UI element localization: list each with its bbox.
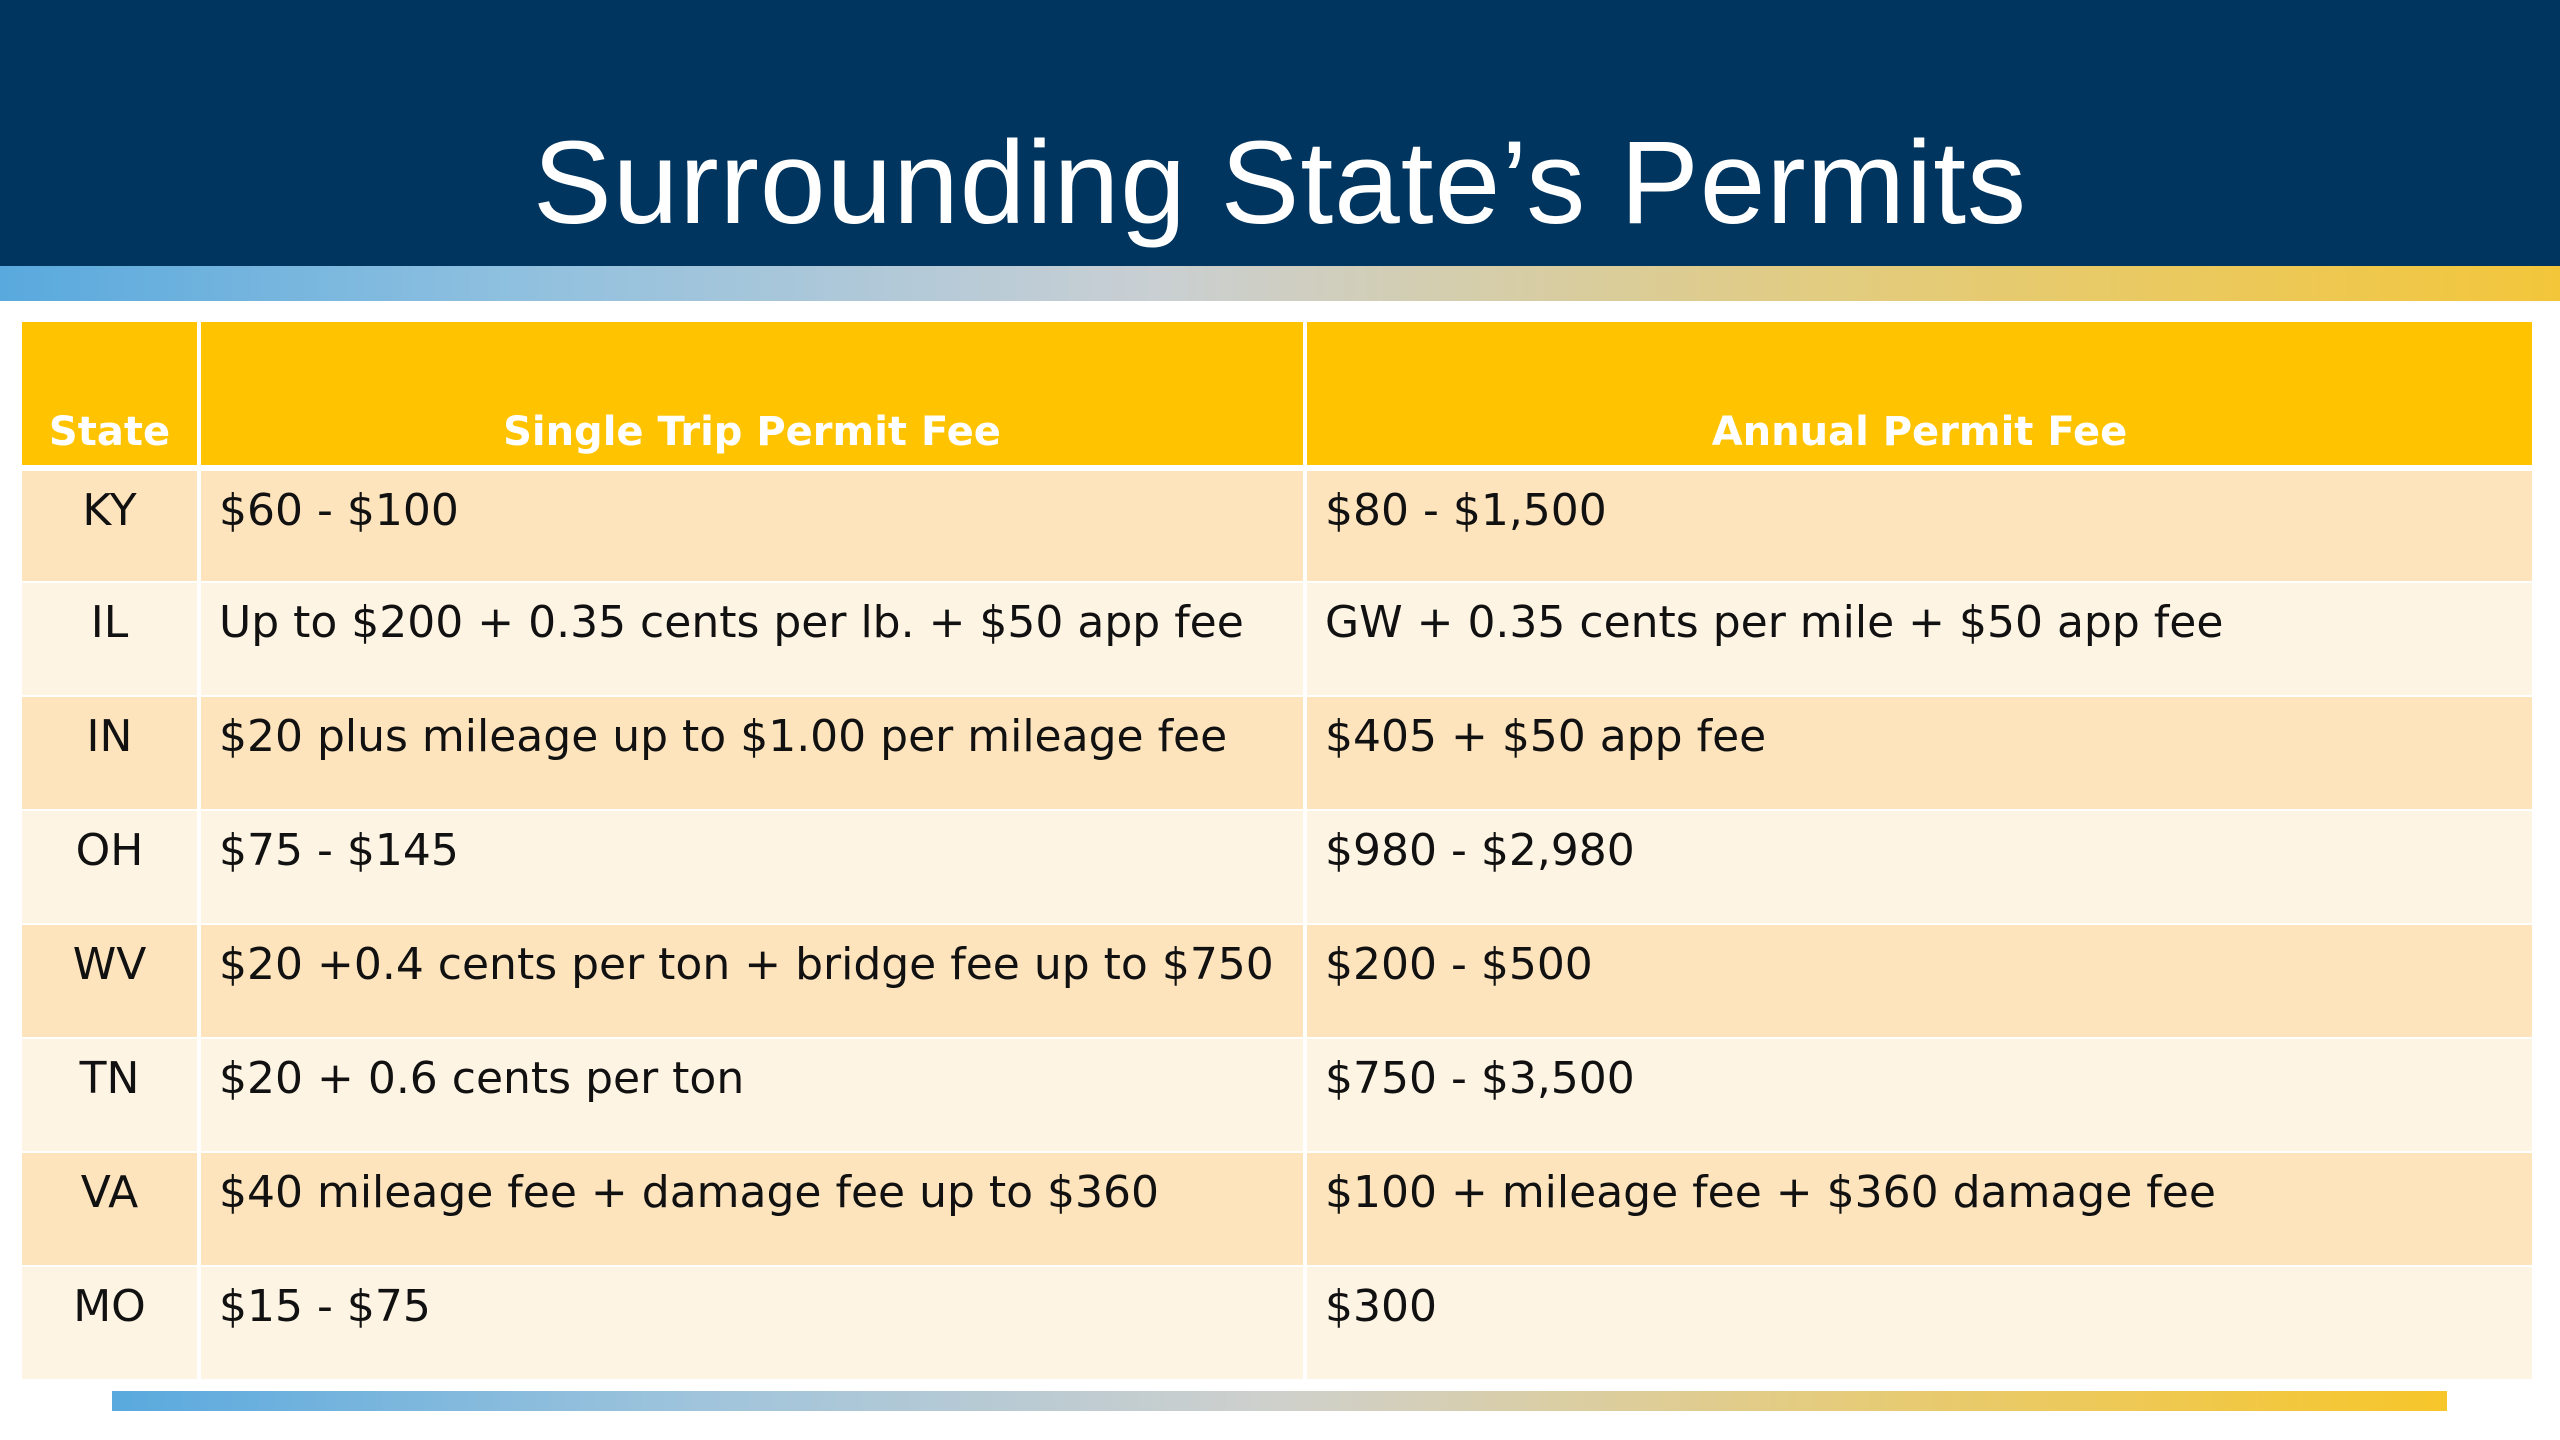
table-row (22, 468, 2532, 582)
single-trip-fee-cell: Up to $200 + 0.35 cents per lb. + $50 app fee (199, 582, 1305, 696)
state-cell: VA (22, 1152, 199, 1266)
state-cell: KY (22, 468, 199, 582)
state-cell: IL (22, 582, 199, 696)
table-row (22, 1266, 2532, 1380)
single-trip-fee-cell: $20 +0.4 cents per ton + bridge fee up to $750 (199, 924, 1305, 1038)
annual-fee-cell: $100 + mileage fee + $360 damage fee (1305, 1152, 2532, 1266)
state-cell: MO (22, 1266, 199, 1380)
annual-fee-cell: $80 - $1,500 (1305, 468, 2532, 582)
state-cell: IN (22, 696, 199, 810)
single-trip-fee-cell: $15 - $75 (199, 1266, 1305, 1380)
table-row (22, 696, 2532, 810)
decorative-gradient-stripe-bottom (112, 1391, 2447, 1411)
annual-fee-cell: $405 + $50 app fee (1305, 696, 2532, 810)
annual-fee-cell: $750 - $3,500 (1305, 1038, 2532, 1152)
annual-fee-cell: $300 (1305, 1266, 2532, 1380)
single-trip-fee-cell: $75 - $145 (199, 810, 1305, 924)
table-row (22, 924, 2532, 1038)
column-header-state: State (22, 322, 199, 468)
table-row (22, 1152, 2532, 1266)
state-cell: TN (22, 1038, 199, 1152)
single-trip-fee-cell: $20 + 0.6 cents per ton (199, 1038, 1305, 1152)
table-header-row (22, 322, 2532, 468)
single-trip-fee-cell: $60 - $100 (199, 468, 1305, 582)
annual-fee-cell: GW + 0.35 cents per mile + $50 app fee (1305, 582, 2532, 696)
state-cell: OH (22, 810, 199, 924)
permit-fee-table (22, 322, 2532, 1381)
single-trip-fee-cell: $40 mileage fee + damage fee up to $360 (199, 1152, 1305, 1266)
slide-title: Surrounding State’s Permits (533, 117, 2027, 249)
single-trip-fee-cell: $20 plus mileage up to $1.00 per mileage fee (199, 696, 1305, 810)
annual-fee-cell: $980 - $2,980 (1305, 810, 2532, 924)
table-row (22, 810, 2532, 924)
table-row (22, 582, 2532, 696)
column-header-single-trip-fee: Single Trip Permit Fee (199, 322, 1305, 468)
annual-fee-cell: $200 - $500 (1305, 924, 2532, 1038)
table-row (22, 1038, 2532, 1152)
column-header-annual-fee: Annual Permit Fee (1305, 322, 2532, 468)
state-cell: WV (22, 924, 199, 1038)
decorative-gradient-stripe-top (0, 266, 2560, 301)
